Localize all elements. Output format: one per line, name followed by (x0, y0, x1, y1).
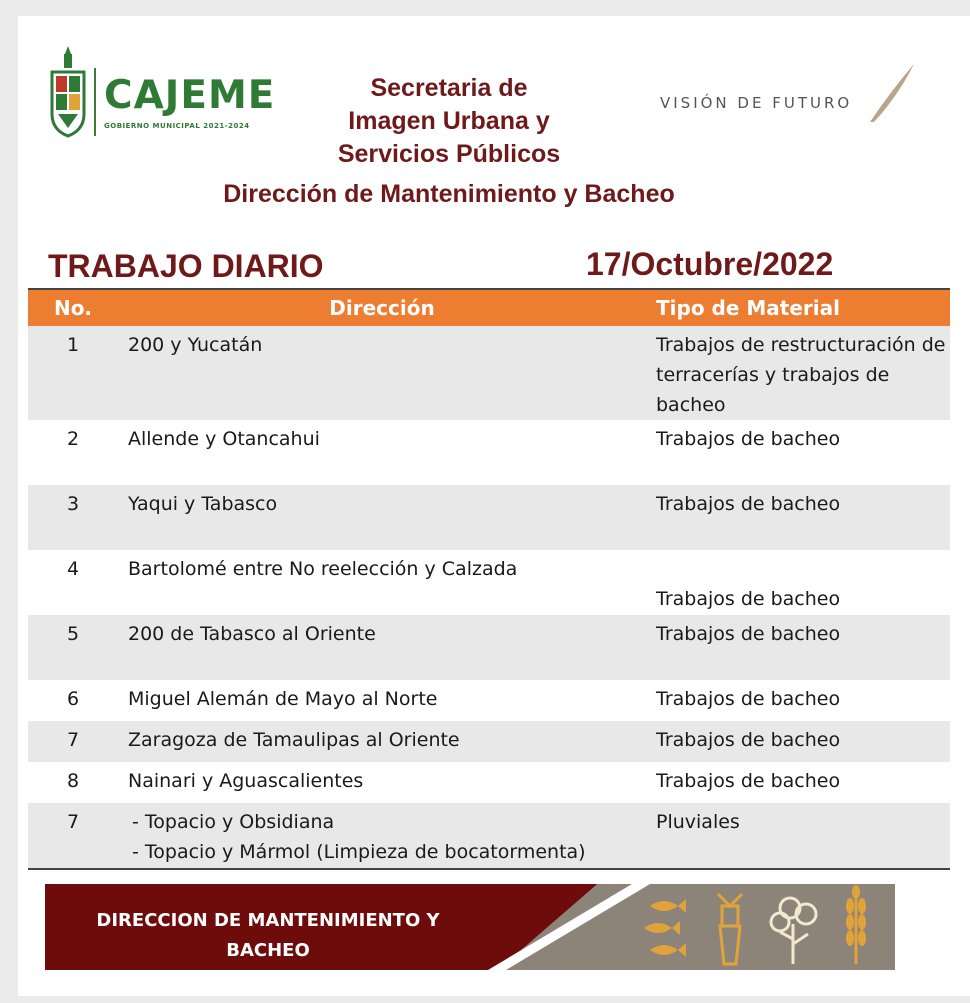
slogan: VISIÓN DE FUTURO (660, 94, 853, 112)
header-no: No. (28, 289, 118, 326)
header-line-1: Secretaria de (370, 74, 528, 102)
header-line-2: Imagen Urbana y (348, 107, 550, 135)
table-row (28, 550, 950, 615)
footer-line-1: DIRECCION DE MANTENIMIENTO Y (96, 910, 440, 931)
header-direccion: Dirección (118, 289, 646, 326)
header-line-4: Dirección de Mantenimiento y Bacheo (223, 180, 675, 208)
row-number: 7 (28, 803, 118, 869)
row-material (646, 550, 950, 615)
row-material-text: Trabajos de bacheo (656, 588, 841, 610)
page-date: 17/Octubre/2022 (586, 246, 834, 282)
footer-icons (630, 884, 900, 970)
row-direccion: Bartolomé entre No reelección y Calzada (118, 550, 646, 615)
row-direccion-list (128, 807, 646, 867)
work-table (28, 288, 950, 870)
row-material: Trabajos de bacheo (646, 420, 950, 485)
yaqui-figure-icon (718, 894, 742, 964)
document-slide (18, 16, 970, 996)
row-number: 3 (28, 485, 118, 550)
table-row (28, 721, 950, 762)
row-material: Trabajos de bacheo (646, 680, 950, 721)
table-row (28, 680, 950, 721)
logo-name: CAJEME (104, 73, 276, 118)
row-number: 8 (28, 762, 118, 803)
header-material: Tipo de Material (646, 289, 950, 326)
footer-line-2: BACHEO (226, 940, 310, 961)
wheat-icon (846, 885, 866, 964)
row-direccion: 200 de Tabasco al Oriente (118, 615, 646, 680)
logo-subtitle: GOBIERNO MUNICIPAL 2021-2024 (104, 122, 250, 130)
row-number: 1 (28, 326, 118, 420)
row-material: Trabajos de bacheo (646, 721, 950, 762)
row-direccion: Nainari y Aguascalientes (118, 762, 646, 803)
footer-text (58, 906, 478, 966)
row-direccion (118, 803, 646, 869)
list-item: - Topacio y Obsidiana (132, 807, 646, 837)
slogan-swoosh-icon (868, 62, 916, 124)
row-material: Pluviales (646, 803, 950, 869)
fish-icon (644, 899, 686, 957)
row-direccion: Miguel Alemán de Mayo al Norte (118, 680, 646, 721)
row-material: Trabajos de restructuración de terracerías y trabajos de bacheo (646, 326, 950, 420)
cotton-icon (771, 898, 816, 964)
row-direccion: Zaragoza de Tamaulipas al Oriente (118, 721, 646, 762)
row-number: 2 (28, 420, 118, 485)
row-direccion: 200 y Yucatán (118, 326, 646, 420)
row-number: 4 (28, 550, 118, 615)
row-direccion: Yaqui y Tabasco (118, 485, 646, 550)
row-material: Trabajos de bacheo (646, 485, 950, 550)
row-material: Trabajos de bacheo (646, 762, 950, 803)
row-number: 7 (28, 721, 118, 762)
table-row (28, 762, 950, 803)
table-row (28, 615, 950, 680)
row-number: 5 (28, 615, 118, 680)
table-row (28, 326, 950, 420)
list-item: - Topacio y Mármol (Limpieza de bocatormenta) (132, 837, 646, 867)
table-row (28, 485, 950, 550)
header-line-3: Servicios Públicos (337, 140, 561, 168)
table-row (28, 803, 950, 869)
row-direccion: Allende y Otancahui (118, 420, 646, 485)
table-row (28, 420, 950, 485)
row-number: 6 (28, 680, 118, 721)
table-header-row (28, 289, 950, 326)
page-title: TRABAJO DIARIO (48, 248, 324, 284)
row-material: Trabajos de bacheo (646, 615, 950, 680)
